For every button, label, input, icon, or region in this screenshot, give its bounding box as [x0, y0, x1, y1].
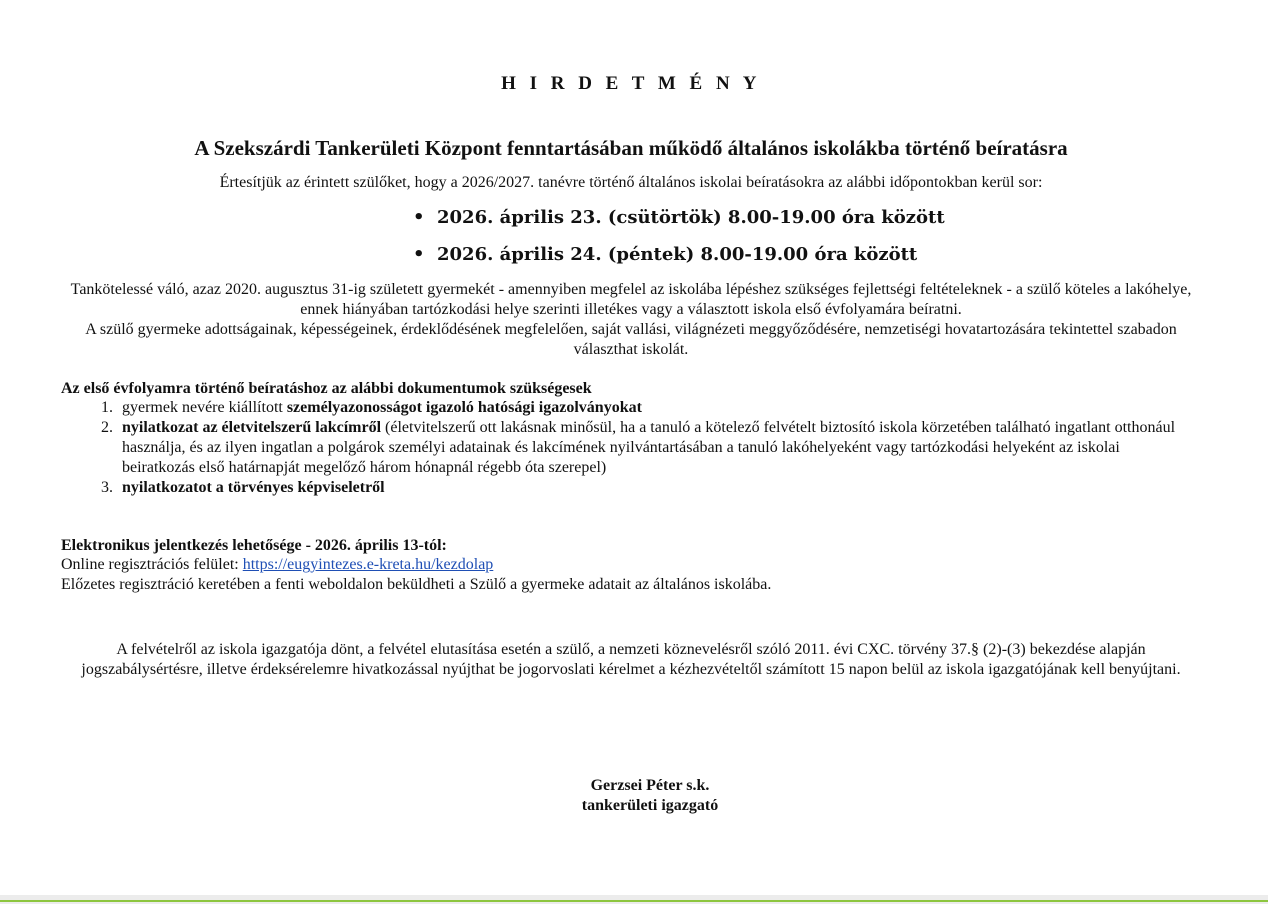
document-subtitle: A Szekszárdi Tankerületi Központ fenntartásában működő általános iskolákba történő beíratásra: [194, 136, 1068, 160]
enrollment-dates-list: [413, 205, 945, 279]
list-item: [61, 398, 1192, 418]
list-item-text: gyermek nevére kiállított: [122, 399, 287, 416]
list-item-number: 2.: [101, 419, 113, 436]
bullet-icon: •: [413, 244, 425, 265]
enrollment-date-text: 2026. április 23. (csütörtök) 8.00-19.00 óra között: [437, 207, 945, 228]
appeal-paragraph: A felvételről az iskola igazgatója dönt, a felvétel elutasítása esetén a szülő, a nemzeti köznevelésről szóló 2011. évi CXC. törvény 37.§ (2)-(3) bekezdése alapján jogszabálysértésre, illetve érdeksérelemre hivatkozással nyújthat be jogorvoslati kérelmet a kézhezvételtől számított 15 napon belül az iskola igazgatójának kell benyújtani.: [81, 641, 1181, 678]
intro-text: Értesítjük az érintett szülőket, hogy a 2026/2027. tanévre történő általános iskolai beíratásokra az alábbi időpontokban kerül sor:: [219, 174, 1043, 191]
enrollment-date-item: [413, 205, 945, 242]
registration-link[interactable]: https://eugyintezes.e-kreta.hu/kezdolap: [242, 556, 494, 573]
enrollment-date-text: 2026. április 24. (péntek) 8.00-19.00 óra között: [437, 244, 918, 265]
compulsory-schooling-paragraph: Tankötelessé váló, azaz 2020. augusztus 31-ig született gyermekét - amennyiben megfelel az iskolába lépéshez szükséges fejlettségi feltételeknek - a szülő köteles a lakóhelye, ennek hiányában tartózkodási helye szerinti illetékes vagy a választott iskola első évfolyamára beíratni.: [70, 281, 1192, 318]
list-item: [61, 418, 1192, 478]
signatory-role: tankerületi igazgató: [581, 797, 719, 814]
list-item-number: 1.: [101, 399, 113, 416]
required-documents-list: [61, 398, 1191, 498]
page-bottom-accent-line: [0, 900, 1268, 902]
list-item-bold-text: nyilatkozatot a törvényes képviseletről: [122, 479, 385, 496]
required-documents-heading: Az első évfolyamra történő beíratáshoz az alábbi dokumentumok szükségesek: [61, 380, 592, 397]
document-title: H I R D E T M É N Y: [501, 73, 761, 94]
list-item-number: 3.: [101, 479, 113, 496]
list-item: [61, 478, 1192, 498]
list-item-bold-text: személyazonosságot igazoló hatósági igazolványokat: [286, 399, 642, 416]
signatory-name: Gerzsei Péter s.k.: [590, 777, 710, 794]
preregistration-text: Előzetes regisztráció keretében a fenti weboldalon beküldheti a Szülő a gyermeke adatait az általános iskolába.: [61, 576, 772, 593]
list-item-text: (életvitelszerű ott lakásnak minősül, ha a tanuló a kötelező felvételt biztosító iskola körzetében található ingatlant otthonául használja, és az ilyen ingatlan a polgárok személyi adatainak és lakcímének nyilvántartásában a tanuló lakóhelyeként vagy tartózkodási helyeként az iskolai beiratkozás első határnapját megelőző három hónapnál régebb óta szerepel): [122, 419, 1176, 476]
online-registration-line: [61, 555, 493, 575]
online-registration-label: Online regisztrációs felület:: [61, 556, 243, 573]
bullet-icon: •: [413, 207, 425, 228]
signature-block: [61, 776, 1239, 816]
school-choice-paragraph: A szülő gyermeke adottságainak, képességeinek, érdeklődésének megfelelően, saját vallási, világnézeti meggyőződésére, nemzetiségi hovatartozására tekintettel szabadon választhat iskolát.: [85, 321, 1177, 358]
list-item-bold-text: nyilatkozat az életvitelszerű lakcímről: [122, 419, 382, 436]
electronic-registration-heading: Elektronikus jelentkezés lehetősége - 2026. április 13-tól:: [61, 537, 447, 554]
enrollment-date-item: [413, 242, 945, 279]
